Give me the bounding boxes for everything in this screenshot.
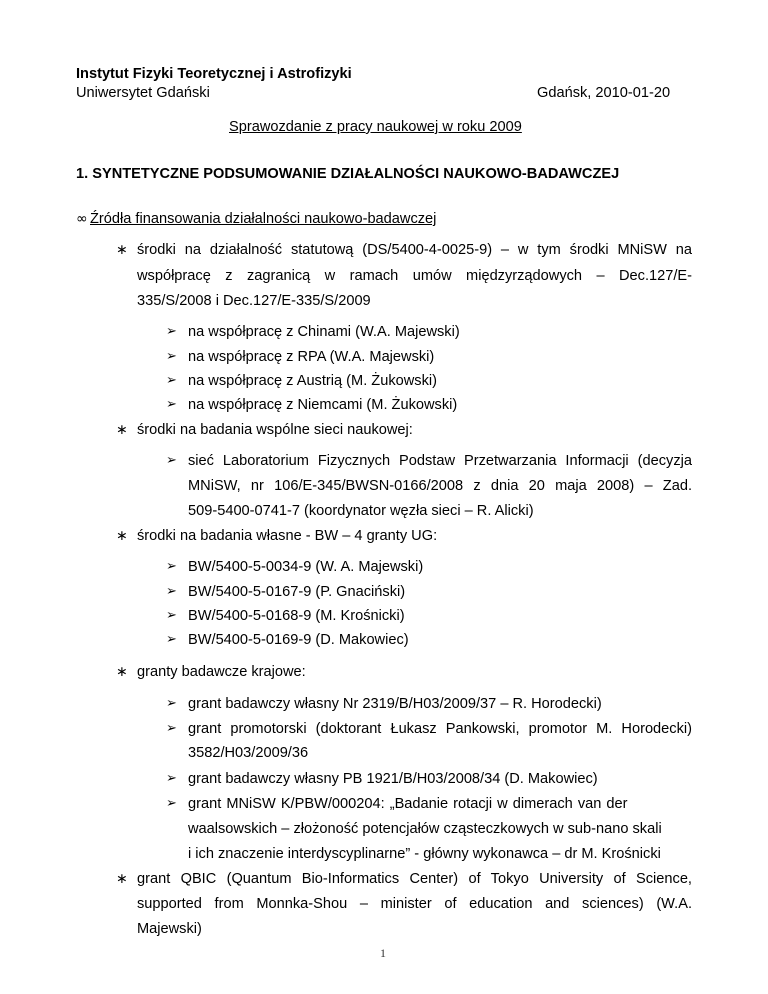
network-sub-line-3: 509-5400-0741-7 (koordynator węzła sieci – R. Alicki): [188, 503, 534, 519]
own-line-1: środki na badania własne - BW – 4 granty UG:: [137, 528, 438, 544]
statutory-line-3: 335/S/2008 i Dec.127/E-335/S/2009: [137, 293, 371, 309]
statutory-line-2: współpracę z zagranicą w ramach umów międzyrządowych – Dec.127/E-: [137, 268, 692, 284]
qbic-line-3: Majewski): [137, 921, 202, 937]
list-item: na współpracę z Chinami (W.A. Majewski): [188, 324, 460, 340]
arrow-bullet-icon: ➢: [166, 373, 177, 388]
star-bullet-icon: ∗: [116, 871, 128, 887]
network-sub-line-1: sieć Laboratorium Fizycznych Podstaw Przetwarzania Informacji (decyzja: [188, 453, 692, 469]
arrow-bullet-icon: ➢: [166, 608, 177, 623]
grant-4-line-1: grant MNiSW K/PBW/000204: „Badanie rotacji w dimerach van der: [188, 796, 628, 812]
arrow-bullet-icon: ➢: [166, 632, 177, 647]
qbic-line-1: grant QBIC (Quantum Bio-Informatics Center) of Tokyo University of Science,: [137, 871, 692, 887]
arrow-bullet-icon: ➢: [166, 696, 177, 711]
arrow-bullet-icon: ➢: [166, 453, 177, 468]
national-line-1: granty badawcze krajowe:: [137, 664, 306, 680]
star-bullet-icon: ∗: [116, 422, 128, 438]
arrow-bullet-icon: ➢: [166, 721, 177, 736]
list-item: na współpracę z Austrią (M. Żukowski): [188, 373, 437, 389]
star-bullet-icon: ∗: [116, 664, 128, 680]
star-bullet-icon: ∗: [116, 242, 128, 258]
university-name: Uniwersytet Gdański: [76, 85, 210, 101]
list-item: na współpracę z Niemcami (M. Żukowski): [188, 397, 458, 413]
star-bullet-icon: ∗: [116, 528, 128, 544]
place-date: Gdańsk, 2010-01-20: [537, 85, 671, 101]
grant-2-line-1: grant promotorski (doktorant Łukasz Pankowski, promotor M. Horodecki): [188, 721, 692, 737]
report-title: Sprawozdanie z pracy naukowej w roku 2009: [229, 119, 522, 135]
list-item: BW/5400-5-0034-9 (W. A. Majewski): [188, 559, 424, 575]
arrow-bullet-icon: ➢: [166, 349, 177, 364]
arrow-bullet-icon: ➢: [166, 771, 177, 786]
page-number: 1: [380, 946, 386, 960]
arrow-bullet-icon: ➢: [166, 584, 177, 599]
list-item: BW/5400-5-0168-9 (M. Krośnicki): [188, 608, 405, 624]
list-item: BW/5400-5-0167-9 (P. Gnaciński): [188, 584, 406, 600]
grant-1: grant badawczy własny Nr 2319/B/H03/2009/37 – R. Horodecki): [188, 696, 602, 712]
arrow-bullet-icon: ➢: [166, 397, 177, 412]
subsection-title: Źródła finansowania działalności naukowo-badawczej: [90, 211, 437, 227]
list-item: BW/5400-5-0169-9 (D. Makowiec): [188, 632, 409, 648]
list-item: na współpracę z RPA (W.A. Majewski): [188, 349, 435, 365]
statutory-line-1: środki na działalność statutową (DS/5400-4-0025-9) – w tym środki MNiSW na: [137, 242, 692, 258]
grant-4-line-2: waalsowskich – złożoność potencjałów cząsteczkowych w sub-nano skali: [188, 821, 662, 837]
arrow-bullet-icon: ➢: [166, 796, 177, 811]
section-heading: 1. SYNTETYCZNE PODSUMOWANIE DZIAŁALNOŚCI NAUKOWO-BADAWCZEJ: [76, 166, 620, 182]
grant-2-line-2: 3582/H03/2009/36: [188, 745, 309, 761]
arrow-bullet-icon: ➢: [166, 324, 177, 339]
qbic-line-2: supported from Monnka-Shou – minister of education and sciences) (W.A.: [137, 896, 692, 912]
grant-4-line-3: i ich znaczenie interdyscyplinarne” - główny wykonawca – dr M. Krośnicki: [188, 846, 661, 862]
institute-name: Instytut Fizyki Teoretycznej i Astrofizyki: [76, 66, 352, 82]
network-sub-line-2: MNiSW, nr 106/E-345/BWSN-0166/2008 z dnia 20 maja 2008) – Zad.: [188, 478, 692, 494]
network-line-1: środki na badania wspólne sieci naukowej:: [137, 422, 413, 438]
grant-3: grant badawczy własny PB 1921/B/H03/2008/34 (D. Makowiec): [188, 771, 598, 787]
arrow-bullet-icon: ➢: [166, 559, 177, 574]
infinity-bullet-icon: ∞: [76, 211, 88, 227]
